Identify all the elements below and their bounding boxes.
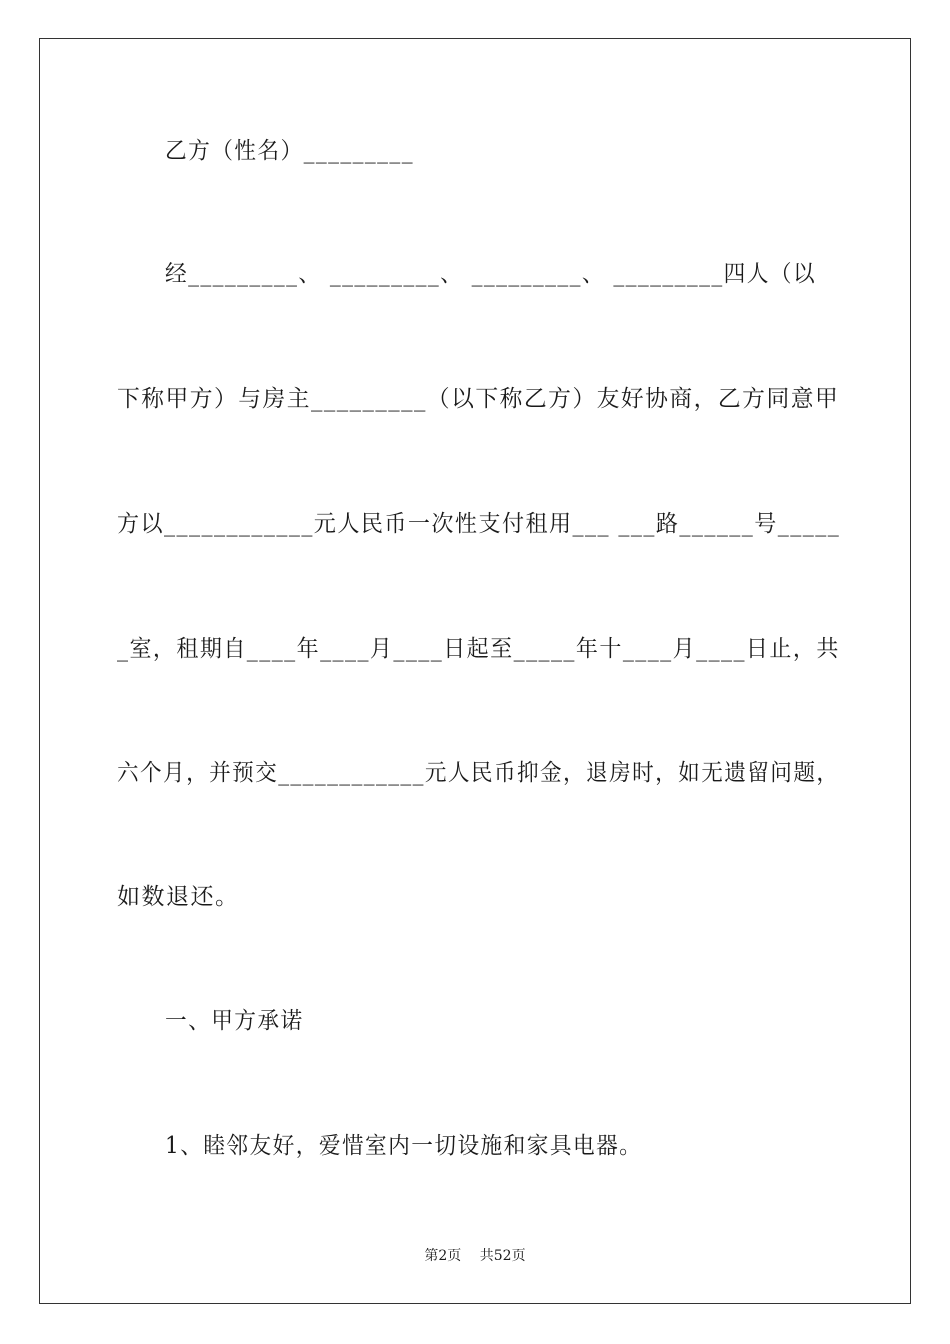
page-number: 第2页 [424, 1248, 462, 1264]
contract-paragraph-line-5: 六个月，并预交____________元人民币抑金，退房时，如无遗留问题， [117, 760, 840, 786]
contract-paragraph-line-1: 经_________、 _________、 _________、 _________四人（以 [165, 261, 817, 287]
contract-paragraph-line-3: 方以____________元人民币一次性支付租用___ ___路______号_____ [117, 511, 841, 537]
section-heading-party-a-commitments: 一、甲方承诺 [165, 1008, 304, 1034]
contract-paragraph-line-2: 下称甲方）与房主_________（以下称乙方）友好协商，乙方同意甲 [117, 386, 840, 412]
page-total: 共52页 [479, 1248, 526, 1264]
contract-paragraph-line-4: _室，租期自____年____月____日起至_____年十____月____日止，共 [117, 636, 840, 662]
commitment-item-1: 1、睦邻友好，爱惜室内一切设施和家具电器。 [165, 1133, 643, 1159]
party-b-name-line: 乙方（性名）_________ [165, 138, 414, 164]
page-footer [0, 1247, 950, 1265]
contract-paragraph-line-6: 如数退还。 [117, 884, 240, 910]
page-frame [39, 38, 911, 1304]
